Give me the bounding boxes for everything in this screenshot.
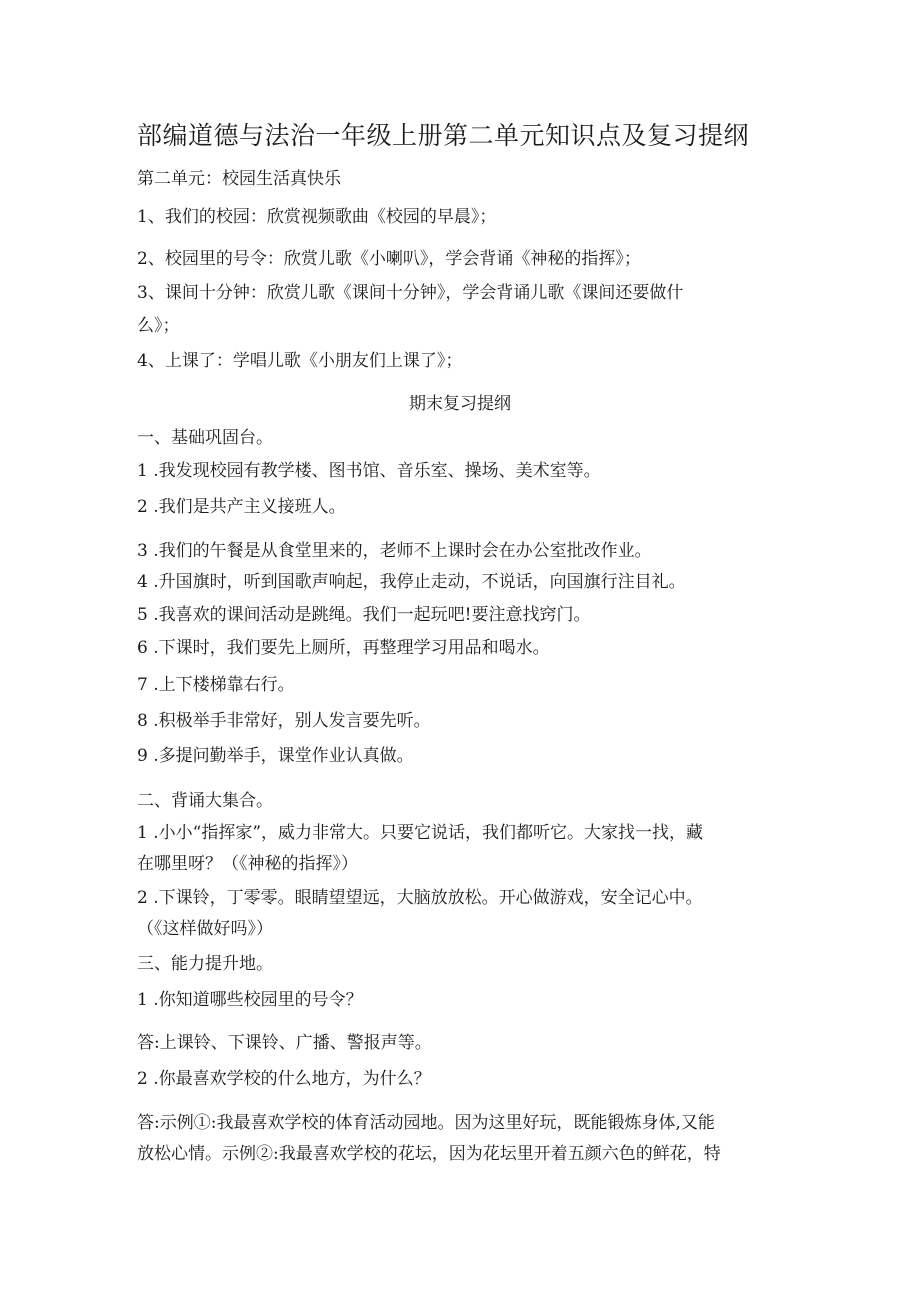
section3-question-2: 2 .你最喜欢学校的什么地方，为什么？ (137, 1069, 431, 1089)
section1-item-4: 4 .升国旗时，听到国歌声响起，我停止走动，不说话，向国旗行注目礼。 (137, 572, 686, 592)
unit-item-2: 2、校园里的号令：欣赏儿歌《小喇叭》，学会背诵《神秘的指挥》； (137, 249, 641, 269)
unit-item-1: 1、我们的校园：欣赏视频歌曲《校园的早晨》； (137, 207, 497, 227)
section1-item-7: 7 .上下楼梯靠右行。 (137, 675, 295, 695)
review-heading: 期末复习提纲 (409, 394, 511, 414)
document-title: 部编道德与法治一年级上册第二单元知识点及复习提纲 (137, 121, 750, 150)
section1-item-9: 9 .多提问勤举手，课堂作业认真做。 (137, 746, 414, 766)
section3-question-1: 1 .你知道哪些校园里的号令？ (137, 990, 363, 1010)
section2-item-2-cont: （《这样做好吗》） (137, 919, 273, 939)
section3-heading: 三、能力提升地。 (137, 954, 273, 974)
section3-answer-2: 答:示例①:我最喜欢学校的体育活动园地。因为这里好玩，既能锻炼身体,又能 (137, 1113, 715, 1133)
unit-item-3: 3、课间十分钟：欣赏儿歌《课间十分钟》，学会背诵儿歌《课间还要做什 (137, 283, 684, 303)
section2-item-1-cont: 在哪里呀？（《神秘的指挥》） (137, 854, 358, 874)
section2-heading: 二、背诵大集合。 (137, 791, 273, 811)
section3-answer-2-cont: 放松心情。示例②:我最喜欢学校的花坛，因为花坛里开着五颜六色的鲜花，特 (137, 1144, 721, 1164)
section3-answer-1: 答:上课铃、下课铃、广播、警报声等。 (137, 1033, 432, 1053)
section1-item-8: 8 .积极举手非常好，别人发言要先听。 (137, 711, 431, 731)
unit-item-4: 4、上课了：学唱儿歌《小朋友们上课了》； (137, 351, 463, 371)
section1-item-1: 1 .我发现校园有教学楼、图书馆、音乐室、操场、美术室等。 (137, 461, 601, 481)
section1-item-5: 5 .我喜欢的课间活动是跳绳。我们一起玩吧!要注意找窍门。 (137, 605, 591, 625)
unit-item-3-cont: 么》； (137, 316, 180, 336)
section1-item-3: 3 .我们的午餐是从食堂里来的，老师不上课时会在办公室批改作业。 (137, 541, 652, 561)
section1-item-2: 2 .我们是共产主义接班人。 (137, 497, 346, 517)
section2-item-2: 2 .下课铃，丁零零。眼睛望望远，大脑放放松。开心做游戏，安全记心中。 (137, 888, 703, 908)
section1-heading: 一、基础巩固台。 (137, 428, 273, 448)
section1-item-6: 6 .下课时，我们要先上厕所，再整理学习用品和喝水。 (137, 638, 550, 658)
section2-item-1: 1 .小小“指挥家”，威力非常大。只要它说话，我们都听它。大家找一找，藏 (137, 823, 704, 843)
unit-heading: 第二单元：校园生活真快乐 (137, 169, 341, 189)
